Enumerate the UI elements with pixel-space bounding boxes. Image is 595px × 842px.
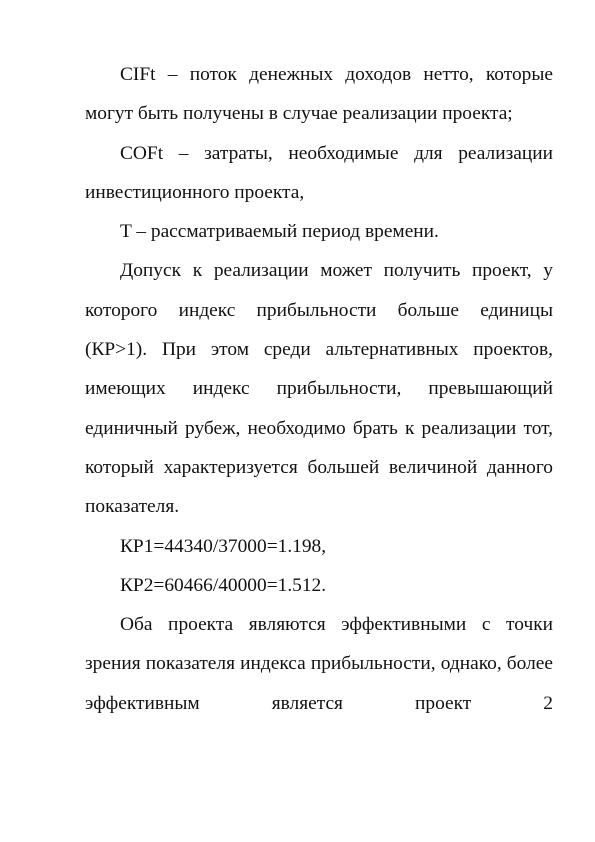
paragraph-conclusion: Оба проекта являются эффективными с точки зрения показателя индекса прибыльности, однако, более эффективным является проект 2: [85, 614, 553, 714]
paragraph-coft-definition: COFt – затраты, необходимые для реализации инвестиционного проекта,: [85, 142, 553, 203]
paragraph-t-definition: T – рассматриваемый период времени.: [120, 221, 439, 243]
paragraph-kr2-formula: КР2=60466/40000=1.512.: [120, 574, 327, 596]
paragraph-admission-rule: Допуск к реализации может получить проект, у которого индекс прибыльности больше единицы (КР>1). При этом среди альтернативных проектов, имеющих индекс прибыльности, превышающий единичный рубеж, необходимо брать к реализации тот, который характеризуется большей величиной данного показателя.: [85, 260, 553, 518]
paragraph-kr1-formula: КР1=44340/37000=1.198,: [120, 535, 327, 557]
paragraph-cift-definition: CIFt – поток денежных доходов нетто, которые могут быть получены в случае реализации проекта;: [85, 64, 553, 125]
document-body: [85, 55, 553, 723]
